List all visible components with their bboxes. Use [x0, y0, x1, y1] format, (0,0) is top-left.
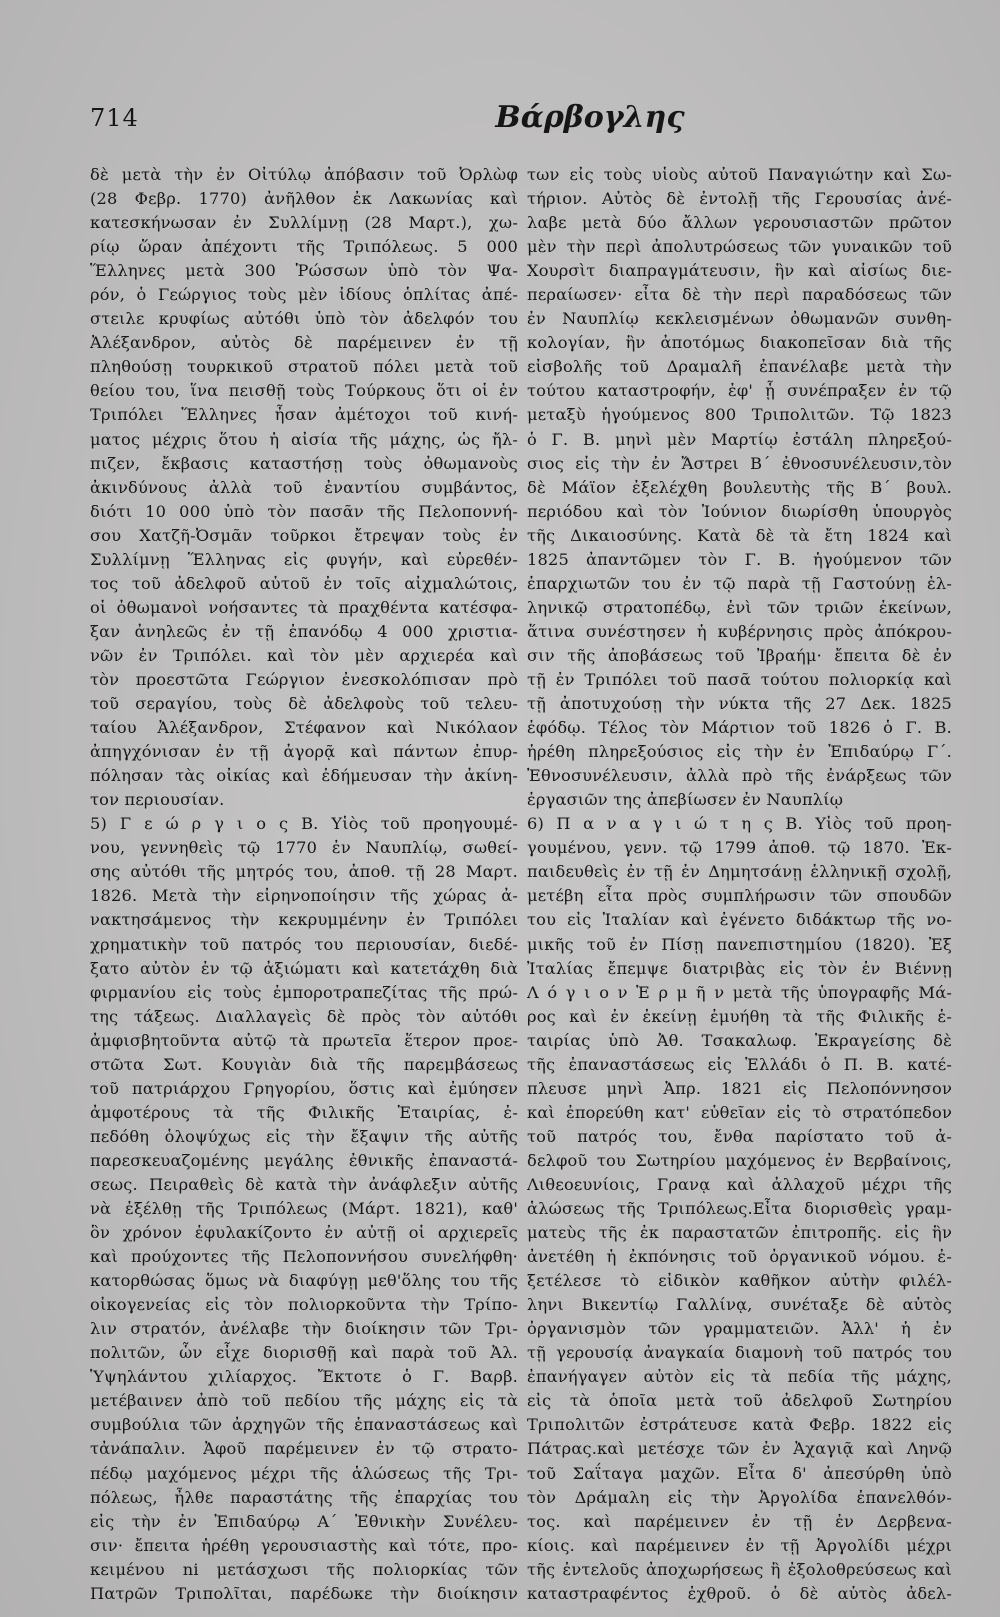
text-line: μικῆς τοῦ ἐν Πίσῃ πανεπιστημίου (1820). Ἐξ — [527, 934, 952, 954]
text-line: ταίου Ἀλέξανδρον, Στέφανον καὶ Νικόλαον — [90, 718, 518, 738]
text-line: κειμένου ni μετάσχωσι τῆς πολιορκίας τῶν — [90, 1559, 518, 1579]
text-line: ὁ Γ. Β. μηνὶ μὲν Μαρτίῳ ἐστάλη πληρεξού- — [527, 429, 952, 449]
text-line: τῇ ἐν Τριπόλει τοῦ πασᾶ τούτου πολιορκίᾳ καὶ — [527, 669, 952, 689]
text-line: κίοις. καὶ παρέμεινεν ἐν τῇ Ἀργολίδι μέχρι — [527, 1535, 952, 1555]
text-line: συμβούλια τῶν ἀρχηγῶν τῆς ἐπαναστάσεως καὶ — [90, 1415, 518, 1435]
text-line: τῇ ἀποτυχούσῃ τὴν νύκτα τῆς 27 Δεκ. 1825 — [527, 694, 952, 714]
text-line: ἐπαρχιωτῶν του ἐν τῷ παρὰ τῇ Γαστούνῃ ἑλ- — [527, 573, 952, 593]
text-line: Τριπολιτῶν ἐστράτευσε κατὰ Φεβρ. 1822 εἰς — [527, 1415, 952, 1435]
text-line: καὶ ἐπορεύθη κατ' εὐθεῖαν εἰς τὸ στρατόπεδον — [527, 1102, 952, 1122]
text-line: Λιθεοευνίοις, Γρανᾳ καὶ ἀλλαχοῦ μέχρι τῆς — [527, 1174, 952, 1194]
text-line: ἀπηγχόνισαν ἐν τῇ ἀγορᾷ καὶ πάντων ἐπυρ- — [90, 742, 518, 762]
text-line: δελφοῦ του Σωτηρίου μαχόμενος ἐν Βερβαίνοις, — [527, 1150, 952, 1170]
text-line: πέδῳ μαχόμενος μέχρι τῆς ἁλώσεως τῆς Τρι- — [90, 1463, 518, 1483]
text-line: κολογίαν, ἣν ἀποτόμως διακοπεῖσαν διὰ τῆς — [527, 333, 952, 353]
text-line: Ἀλέξανδρον, αὐτὸς δὲ παρέμεινεν ἐν τῇ — [90, 333, 518, 353]
text-line: πόλησαν τὰς οἰκίας καὶ ἐδήμευσαν τὴν ἀκίνη- — [90, 766, 518, 786]
text-line: ματεὺς τῆς ἐκ παραστατῶν ἐπιτροπῆς. εἰς ἣν — [527, 1223, 952, 1243]
text-line: χρηματικὴν τοῦ πατρός του περιουσίαν, διεδέ- — [90, 934, 518, 954]
text-line: σιος εἰς τὴν ἐν Ἄστρει Β´ ἐθνοσυνέλευσιν,τὸν — [527, 453, 952, 473]
running-head: Βάρβογλης — [495, 100, 685, 135]
text-line: στειλε κρυφίως αὐτόθι ὑπὸ τὸν ἀδελφόν του — [90, 309, 518, 329]
text-line: Πατρῶν Τριπολῖται, παρέδωκε τὴν διοίκησιν — [90, 1583, 518, 1603]
text-line: τοῦ πατριάρχου Γρηγορίου, ὅστις καὶ ἐμύησεν — [90, 1078, 518, 1098]
text-line: νου, γεννηθεὶς τῷ 1770 ἐν Ναυπλίῳ, σωθεί- — [90, 838, 518, 858]
text-line: λιν στρατόν, ἀνέλαβε τὴν διοίκησιν τῶν Τρι- — [90, 1319, 518, 1339]
text-line: τος. καὶ παρέμεινεν ἐν τῇ ἐν Δερβενα- — [527, 1511, 952, 1531]
text-line: οἰκογενείας εἰς τὸν πολιορκοῦντα τὴν Τρίπο- — [90, 1295, 518, 1315]
text-line: πόλεως, ἦλθε παραστάτης τῆς ἐπαρχίας του — [90, 1487, 518, 1507]
text-line: ὃν χρόνον ἐφυλακίζοντο ἐν αὐτῇ οἱ αρχιερεῖς — [90, 1223, 518, 1243]
text-line: φιρμανίου εἰς τοὺς ἐμποροτραπεζίτας τῆς πρώ- — [90, 982, 518, 1002]
text-line: ἅτινα συνέστησεν ἡ κυβέρνησις πρὸς ἀπόκρου- — [527, 621, 952, 641]
text-line: τὸν Δράμαλη εἰς τὴν Ἀργολίδα ἐπανελθόν- — [527, 1487, 952, 1507]
text-line: σιν τῆς ἀποβάσεως τοῦ Ἰβραήμ· ἔπειτα δὲ ἐν — [527, 645, 952, 665]
text-line: ἁλώσεως τῆς Τριπόλεως.Εἶτα διορισθεὶς γραμ- — [527, 1199, 952, 1219]
text-line: στῶτα Σωτ. Κουγιὰν διὰ τῆς παρεμβάσεως — [90, 1054, 518, 1074]
text-line: λαβε μετὰ δύο ἄλλων γερουσιαστῶν πρῶτον — [527, 213, 952, 233]
text-line: οἱ ὀθωμανοὶ νοήσαντες τὰ πραχθέντα κατέσφα- — [90, 597, 518, 617]
text-line: μετέβαινεν ἀπὸ τοῦ πεδίου τῆς μάχης εἰς τὰ — [90, 1391, 518, 1411]
text-line: ὀργανισμὸν τῶν γραμματειῶν. Ἀλλ' ἡ ἐν — [527, 1319, 952, 1339]
text-line: πεδόθη ὁλοψύχως εἰς τὴν ἔξαψιν τῆς αὐτῆς — [90, 1126, 518, 1146]
text-line: κατορθώσας ὅμως νὰ διαφύγῃ μεθ'ὅλης του τῆς — [90, 1271, 518, 1291]
text-line: τήριον. Αὐτὸς δὲ ἐντολῇ τῆς Γερουσίας ἀνέ- — [527, 189, 952, 209]
text-line: κατεσκήνωσαν ἐν Συλλίμνῃ (28 Μαρτ.), χω- — [90, 213, 518, 233]
text-line: εἰσβολῆς τοῦ Δραμαλῆ ἐπανέλαβε μετὰ τὴν — [527, 357, 952, 377]
text-line: μὲν τὴν περὶ ἀπολυτρώσεως τῶν γυναικῶν τοῦ — [527, 237, 952, 257]
text-line: ξετέλεσε τὸ εἰδικὸν καθῆκον αὐτὴν φιλέλ- — [527, 1271, 952, 1291]
text-line: τἀνάπαλιν. Ἀφοῦ παρέμεινεν ἐν τῷ στρατο- — [90, 1439, 518, 1459]
text-line: εἰς τὰ ὁποῖα μετὰ τοῦ ἀδελφοῦ Σωτηρίου — [527, 1391, 952, 1411]
text-line: Ὑψηλάντου χιλίαρχος. Ἔκτοτε ὁ Γ. Βαρβ. — [90, 1367, 518, 1387]
text-line: περαίωσεν· εἶτα δὲ τὴν περὶ παραδόσεως τῶν — [527, 285, 952, 305]
text-line: μεταξὺ ἡγούμενος 800 Τριπολιτῶν. Τῷ 1823 — [527, 405, 952, 425]
text-line: τῇ γερουσίᾳ ἀναγκαία διαμονὴ τοῦ πατρός του — [527, 1343, 952, 1363]
left-text-column — [90, 163, 518, 1606]
text-line: ξαν ἀνηλεῶς ἐν τῇ ἐπανόδῳ 4 000 χριστια- — [90, 621, 518, 641]
text-line: περιόδου καὶ τὸν Ἰούνιον διωρίσθη ὑπουργὸς — [527, 501, 952, 521]
text-line: σεως. Πειραθεὶς δὲ κατὰ τὴν ἀνάφλεξιν αὐτῆς — [90, 1174, 518, 1194]
text-line: νακτησάμενος τὴν κεκρυμμένην ἐν Τριπόλει — [90, 910, 518, 930]
text-line: ἐφόδῳ. Τέλος τὸν Μάρτιον τοῦ 1826 ὁ Γ. Β. — [527, 718, 952, 738]
text-line: ἐπανήγαγεν αὐτὸν εἰς τὰ πεδία τῆς μάχης, — [527, 1367, 952, 1387]
text-line: ξατο αὐτὸν ἐν τῷ ἀξιώματι καὶ κατετάχθη διὰ — [90, 958, 518, 978]
text-line: πλευσε μηνὶ Ἀπρ. 1821 εἰς Πελοπόννησον — [527, 1078, 952, 1098]
text-line: νὰ ἐξέλθῃ τῆς Τριπόλεως (Μάρτ. 1821), καθ' — [90, 1199, 518, 1219]
text-line: καταστραφέντος ἐχθροῦ. ὁ δὲ αὐτὸς ἀδελ- — [527, 1583, 952, 1603]
text-line: Λ ό γ ι ο ν Ἑ ρ μ ῆ ν μετὰ τῆς ὑπογραφῆς Μά- — [527, 982, 952, 1002]
text-line: πιζεν, ἔκβασις καταστήσῃ τοὺς ὀθωμανοὺς — [90, 453, 518, 473]
text-line: τῆς ἐπαναστάσεως εἰς Ἑλλάδι ὁ Π. Β. κατέ- — [527, 1054, 952, 1074]
text-line: τούτου καταστροφήν, ἐφ' ᾗ συνέπραξεν ἐν τῷ — [527, 381, 952, 401]
text-line: ρος καὶ ἐν ἐκείνῃ ἐμυήθη τὰ τῆς Φιλικῆς ἑ- — [527, 1006, 952, 1026]
text-line: νῶν ἐν Τριπόλει. καὶ τὸν μὲν αρχιερέα καὶ — [90, 645, 518, 665]
page-header — [90, 100, 960, 140]
text-line: τοῦ σεραγίου, τοὺς δὲ ἀδελφοὺς τοῦ τελευ- — [90, 694, 518, 714]
text-line: Συλλίμνῃ Ἕλληνας εἰς φυγήν, καὶ εὑρεθέν- — [90, 549, 518, 569]
text-line: 1826. Μετὰ τὴν εἰρηνοποίησιν τῆς χώρας ἀ- — [90, 886, 518, 906]
text-line: δὲ Μάϊον ἐξελέχθη βουλευτὴς τῆς Β´ βουλ. — [527, 477, 952, 497]
right-text-column — [527, 163, 952, 1606]
text-line: πολιτῶν, ὧν εἶχε διορισθῇ καὶ παρὰ τοῦ Ἀλ. — [90, 1343, 518, 1363]
text-line: τοῦ πατρός του, ἔνθα παρίστατο τοῦ ἀ- — [527, 1126, 952, 1146]
text-line: καὶ προύχοντες τῆς Πελοποννήσου συνελήφθη· — [90, 1247, 518, 1267]
text-line: παρεσκευαζομένης μεγάλης ἐθνικῆς ἐπαναστά- — [90, 1150, 518, 1170]
text-line: ἐν Ναυπλίῳ κεκλεισμένων ὀθωμανῶν συνθη- — [527, 309, 952, 329]
text-line: ἡρέθη πληρεξούσιος εἰς τὴν ἐν Ἐπιδαύρῳ Γ´. — [527, 742, 952, 762]
text-line: ρόν, ὁ Γεώργιος τοὺς μὲν ἰδίους ὁπλίτας ἀπέ- — [90, 285, 518, 305]
text-line: (28 Φεβρ. 1770) ἀνῆλθον ἐκ Λακωνίας καὶ — [90, 189, 518, 209]
text-line: μετέβη εἶτα πρὸς συμπλήρωσιν τῶν σπουδῶν — [527, 886, 952, 906]
text-line: παιδευθεὶς ἐν τῇ ἐν Δημητσάνῃ ἑλληνικῇ σχολῇ, — [527, 862, 952, 882]
page-number: 714 — [90, 104, 139, 132]
text-line: Πάτρας.καὶ μετέσχε τῶν ἐν Ἀχαγιᾷ καὶ Ληνῷ — [527, 1439, 952, 1459]
text-line: ἀνετέθη ἡ ἐκπόνησις τοῦ ὀργανικοῦ νόμου. ἐ- — [527, 1247, 952, 1267]
text-line: τὸν προεστῶτα Γεώργιον ἐνεσκολόπισαν πρὸ — [90, 669, 518, 689]
text-line: πληθούσῃ τουρκικοῦ στρατοῦ πόλει μετὰ τοῦ — [90, 357, 518, 377]
text-line: σης αὐτόθι τῆς μητρός του, ἀποθ. τῇ 28 Μαρτ. — [90, 862, 518, 882]
text-line: της τάξεως. Διαλλαγεὶς δὲ πρὸς τὸν αὐτόθι — [90, 1006, 518, 1026]
text-line: Ἐθνοσυνέλευσιν, ἀλλὰ πρὸ τῆς ἐνάρξεως τῶν — [527, 766, 952, 786]
text-line: σιν· ἔπειτα ἡρέθη γερουσιαστὴς καὶ τότε, προ- — [90, 1535, 518, 1555]
text-line: 5) Γ ε ώ ρ γ ι ο ς Β. Υἱὸς τοῦ προηγουμέ- — [90, 814, 518, 834]
text-line: τος τοῦ ἀδελφοῦ αὐτοῦ ἐν τοῖς αἰχμαλώτοις, — [90, 573, 518, 593]
text-line: εἰς τὴν ἐν Ἐπιδαύρῳ Α´ Ἐθνικὴν Συνέλευ- — [90, 1511, 518, 1531]
text-line: διότι 10 000 ὑπὸ τὸν πασᾶν τῆς Πελοποννή- — [90, 501, 518, 521]
text-line: των εἰς τοὺς υἱοὺς αὐτοῦ Παναγιώτην καὶ Σω- — [527, 165, 952, 184]
text-line: 6) Π α ν α γ ι ώ τ η ς Β. Υἱὸς τοῦ προη- — [527, 814, 952, 834]
text-line: ἀκινδύνους ἀλλὰ τοῦ ἐναντίου συμβάντος, — [90, 477, 518, 497]
text-line: σου Χατζῆ-Ὀσμᾶν τοῦρκοι ἔτρεψαν τοὺς ἐν — [90, 525, 518, 545]
text-line: θείου του, ἵνα πεισθῇ τοὺς Τούρκους ὅτι οἱ ἐν — [90, 381, 518, 401]
text-line: τῆς ἐντελοῦς ἀποχωρήσεως ἢ ἐξολοθρεύσεως καὶ — [527, 1559, 952, 1579]
text-line: ἀμφισβητοῦντα αὐτῷ τὰ πρωτεῖα ἕτερον προε- — [90, 1030, 518, 1050]
text-line: ματος μέχρις ὅτου ἡ αἰσία τῆς μάχης, ὡς ἤλ- — [90, 429, 518, 449]
text-line: Χουρσὶτ διαπραγμάτευσιν, ἣν καὶ αἰσίως διε- — [527, 261, 952, 281]
text-line: τῆς Δικαιοσύνης. Κατὰ δὲ τὰ ἔτη 1824 καὶ — [527, 525, 952, 545]
text-line: Τριπόλει Ἕλληνες ἦσαν ἀμέτοχοι τοῦ κινή- — [90, 405, 518, 425]
text-line: ληνι Βικεντίῳ Γαλλίνᾳ, συνέταξε δὲ αὐτὸς — [527, 1295, 952, 1315]
text-line: Ἕλληνες μετὰ 300 Ῥώσσων ὑπὸ τὸν Ψα- — [90, 261, 518, 281]
text-line: ρίῳ ὥραν ἀπέχοντι τῆς Τριπόλεως. 5 000 — [90, 237, 518, 257]
text-line: τον περιουσίαν. — [90, 790, 225, 810]
text-line: ταιρίας ὑπὸ Ἀθ. Τσακαλωφ. Ἐκραγείσης δὲ — [527, 1030, 952, 1050]
text-line: ἀμφοτέρους τὰ τῆς Φιλικῆς Ἑταιρίας, ἐ- — [90, 1102, 518, 1122]
text-line: 1825 ἀπαντῶμεν τὸν Γ. Β. ἡγούμενον τῶν — [527, 549, 952, 569]
text-line: γουμένου, γενν. τῷ 1799 ἀποθ. τῷ 1870. Ἐκ- — [527, 838, 952, 858]
text-line: ληνικῷ στρατοπέδῳ, ἑνὶ τῶν τριῶν ἐκείνων, — [527, 597, 952, 617]
text-line: του εἰς Ἰταλίαν καὶ ἐγένετο διδάκτωρ τῆς νο- — [527, 910, 952, 930]
text-line: Ἰταλίας ἔπεμψε διατριβὰς εἰς τὸν ἐν Βιέννῃ — [527, 958, 952, 978]
text-line: δὲ μετὰ τὴν ἐν Οἰτύλῳ ἀπόβασιν τοῦ Ὀρλὼφ — [90, 165, 518, 184]
text-line: ἐργασιῶν της ἀπεβίωσεν ἐν Ναυπλίῳ — [527, 790, 844, 810]
text-line: τοῦ Σαΐταγα μαχῶν. Εἶτα δ' ἀπεσύρθη ὑπὸ — [527, 1463, 952, 1483]
